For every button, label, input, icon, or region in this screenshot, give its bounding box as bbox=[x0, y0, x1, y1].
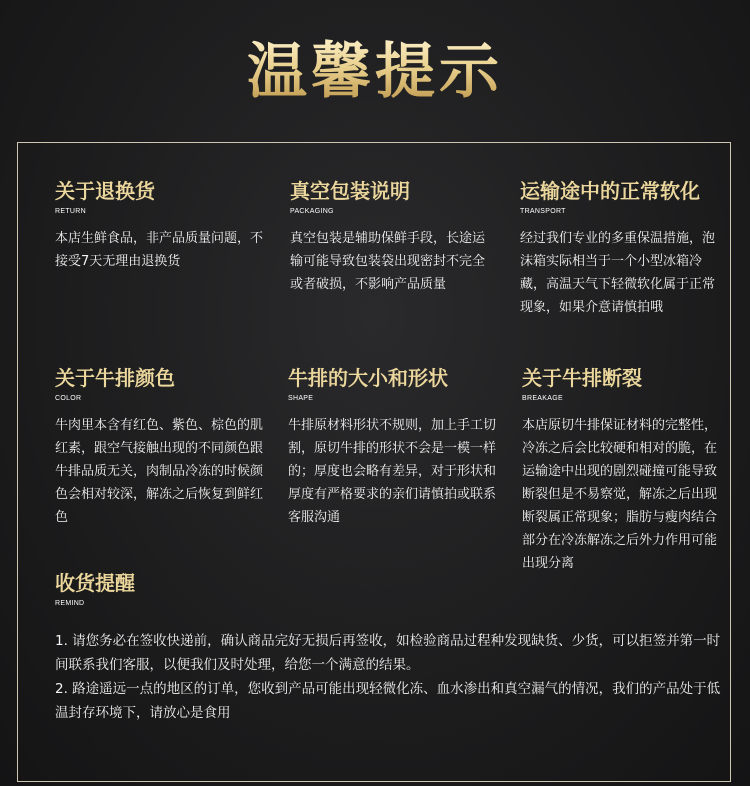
section-subheading: REMIND bbox=[55, 600, 85, 607]
section-text: 本店生鲜食品，非产品质量问题，不接受7天无理由退换货 bbox=[55, 231, 264, 269]
page-title: 温馨提示 bbox=[0, 34, 750, 110]
section-packaging bbox=[290, 178, 496, 296]
section-subheading: BREAKAGE bbox=[522, 395, 563, 402]
section-heading: 真空包装说明 bbox=[290, 179, 410, 203]
section-transport bbox=[520, 178, 725, 319]
section-text: 牛肉里本含有红色、紫色、棕色的肌红素，跟空气接触出现的不同颜色跟牛排品质无关，肉制品冷冻的时候颜色会相对较深，解冻之后恢复到鲜红色 bbox=[55, 418, 264, 525]
section-shape bbox=[288, 365, 498, 529]
section-heading: 运输途中的正常软化 bbox=[520, 179, 700, 203]
section-text: 本店原切牛排保证材料的完整性，冷冻之后会比较硬和相对的脆，在运输途中出现的剧烈碰撞可能导致断裂但是不易察觉，解冻之后出现断裂属正常现象；脂肪与瘦肉结合部分在冷冻解冻之后外力作用可能出现分离 bbox=[522, 418, 718, 571]
section-heading: 关于牛排颜色 bbox=[55, 366, 175, 390]
section-text: 经过我们专业的多重保温措施，泡沫箱实际相当于一个小型冰箱冷藏，高温天气下轻微软化属于正常现象，如果介意请慎拍哦 bbox=[520, 231, 716, 315]
section-heading: 牛排的大小和形状 bbox=[288, 366, 448, 390]
section-text: 牛排原材料形状不规则，加上手工切割，原切牛排的形状不会是一模一样的；厚度也会略有差异，对于形状和厚度有严格要求的亲们请慎拍或联系客服沟通 bbox=[288, 418, 497, 525]
section-heading: 关于退换货 bbox=[55, 179, 155, 203]
note-item: 2. 路途遥远一点的地区的订单，您收到产品可能出现轻微化冻、血水渗出和真空漏气的情况，我们的产品处于低温封存环境下，请放心是食用 bbox=[55, 681, 721, 721]
section-subheading: RETURN bbox=[55, 208, 86, 215]
remind-notes bbox=[55, 629, 725, 725]
section-breakage bbox=[522, 365, 727, 575]
note-item: 1. 请您务必在签收快递前，确认商品完好无损后再签收，如检验商品过程种发现缺货、少货，可以拒签并第一时间联系我们客服，以便我们及时处理，给您一个满意的结果。 bbox=[55, 633, 721, 673]
section-subheading: TRANSPORT bbox=[520, 208, 566, 215]
section-heading: 收货提醒 bbox=[55, 571, 135, 595]
section-text: 真空包装是辅助保鲜手段，长途运输可能导致包装袋出现密封不完全或者破损，不影响产品质量 bbox=[290, 231, 486, 292]
section-remind bbox=[55, 570, 255, 609]
section-color bbox=[55, 365, 265, 529]
section-subheading: SHAPE bbox=[288, 395, 314, 402]
section-subheading: PACKAGING bbox=[290, 208, 334, 215]
section-subheading: COLOR bbox=[55, 395, 82, 402]
section-heading: 关于牛排断裂 bbox=[522, 366, 642, 390]
section-return bbox=[55, 178, 265, 273]
